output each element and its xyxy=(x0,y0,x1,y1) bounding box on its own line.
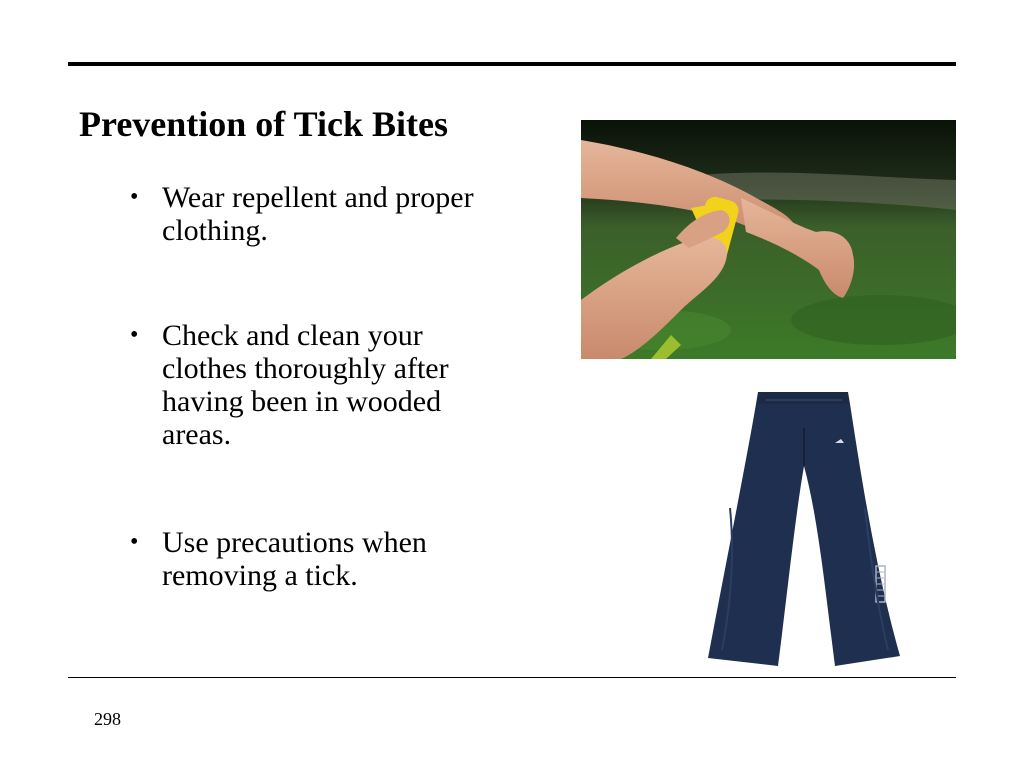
bullet-dot-icon: • xyxy=(130,184,139,210)
bullet-text: Wear repellent and proper clothing. xyxy=(162,181,474,247)
bullet-text: Check and clean your clothes thoroughly after having been in wooded areas. xyxy=(162,319,449,451)
page-number: 298 xyxy=(94,709,121,729)
slide-title: Prevention of Tick Bites xyxy=(79,104,448,144)
bullet-text: Use precautions when removing a tick. xyxy=(162,526,427,592)
bullet-item xyxy=(130,526,500,592)
bottom-divider xyxy=(68,677,956,678)
bullet-dot-icon: • xyxy=(130,322,139,348)
top-divider xyxy=(68,62,956,66)
repellent-spray-photo xyxy=(581,120,956,359)
bullet-dot-icon: • xyxy=(130,529,139,555)
track-pants-photo xyxy=(700,388,910,673)
bullet-item xyxy=(130,181,500,319)
bullet-list xyxy=(130,181,500,592)
bullet-item xyxy=(130,319,500,526)
